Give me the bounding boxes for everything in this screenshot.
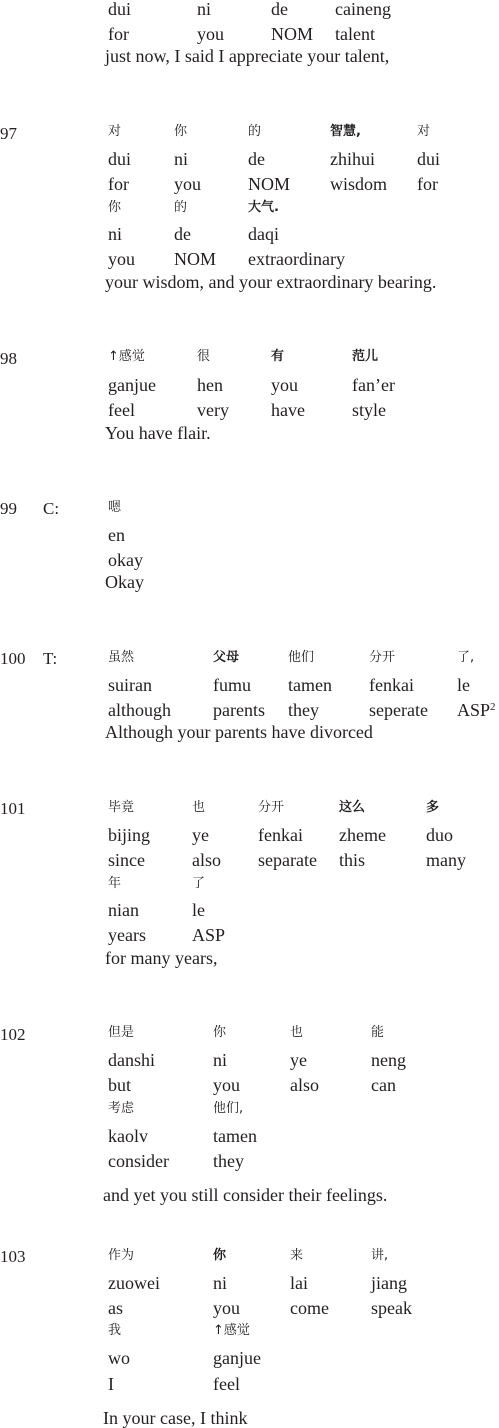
gloss-word [197,400,229,420]
pinyin-word [108,0,131,19]
pinyin-word-text: caineng [335,0,391,19]
gloss-word-text: consider [108,1151,169,1171]
pinyin-word [426,825,453,845]
pinyin-word-text: de [248,149,265,169]
gloss-word-text: they [213,1151,244,1171]
gloss-word [108,1151,169,1171]
chinese-word-text: 毕竟 [108,800,135,815]
gloss-word-text: parents [213,700,265,720]
pinyin-word-text: ni [213,1050,228,1070]
chinese-word [108,500,121,516]
chinese-word [192,800,205,816]
free-translation: Although your parents have divorced [105,722,373,742]
gloss-word-text: although [108,700,171,720]
pinyin-word-text: zhihui [330,149,375,169]
gloss-word [417,174,438,194]
pinyin-word [108,900,139,920]
pinyin-word [330,149,375,169]
gloss-word-text: NOM [271,24,314,44]
free-translation: Okay [105,572,144,592]
pinyin-word-text: danshi [108,1050,155,1070]
gloss-word [248,249,345,269]
chinese-word [371,1248,388,1264]
pinyin-word [108,825,150,845]
gloss-word-text: NOM [174,249,217,269]
pinyin-word [335,0,391,19]
chinese-word-text: 对 [417,124,431,139]
chinese-word-text: 考虑 [108,1101,135,1116]
gloss-word-text: talent [335,24,375,44]
pinyin-word-text: ni [174,149,189,169]
pinyin-word-text: kaolv [108,1126,148,1146]
gloss-word-text: as [108,1298,123,1318]
gloss-word-text: ASP [192,925,226,945]
pinyin-word-text: tamen [213,1126,257,1146]
chinese-word-text: 有 [271,349,285,364]
line-number: 99 [0,499,17,518]
footnote-marker: 2 [490,701,496,713]
free-translation: You have flair. [105,423,211,443]
pinyin-word [108,1348,130,1368]
speaker-label: T: [43,649,58,668]
pinyin-word-text: daqi [248,224,279,244]
gloss-word-text: style [352,400,386,420]
chinese-word [108,1248,134,1264]
pinyin-word-text: zheme [339,825,386,845]
pinyin-word-text: ganjue [213,1348,261,1368]
chinese-word-text: 了 [192,876,206,891]
gloss-word [330,174,387,194]
line-number: 102 [0,1025,26,1044]
gloss-word-text: separate [258,850,317,870]
chinese-word-text: 也 [290,1025,304,1040]
chinese-word [213,1248,226,1264]
pinyin-word [271,0,288,19]
chinese-word [108,124,121,140]
gloss-word-text: you [197,24,224,44]
chinese-word-text: 大气. [248,200,279,215]
chinese-word [213,1101,243,1117]
pinyin-word-text: en [108,525,125,545]
chinese-word-text: 你 [108,200,122,215]
chinese-word-text: 这么 [339,800,366,815]
chinese-word [426,800,439,816]
gloss-word-text: you [174,174,201,194]
pinyin-word-text: dui [108,0,132,19]
gloss-word [290,1298,329,1318]
chinese-word-text: 的 [174,200,188,215]
gloss-word [271,400,305,420]
chinese-word-text: 很 [197,349,211,364]
gloss-word-text: seperate [369,700,428,720]
chinese-word [457,650,474,666]
gloss-word [108,1374,114,1394]
pinyin-word [108,1126,148,1146]
chinese-word-text: 范儿 [352,349,379,364]
pinyin-word [213,1126,257,1146]
pinyin-word [174,224,191,244]
chinese-word-text: 了, [457,650,475,665]
chinese-word-text: 讲, [371,1248,389,1263]
pinyin-word-text: fumu [213,675,251,695]
gloss-word [371,1298,412,1318]
speaker-label: C: [43,499,60,518]
pinyin-word-text: dui [108,149,132,169]
pinyin-word-text: ni [213,1273,228,1293]
chinese-word-text: 的 [248,124,262,139]
pinyin-word [339,825,386,845]
pinyin-word-text: de [271,0,288,19]
gloss-word-text: have [271,400,305,420]
chinese-word [339,800,365,816]
gloss-word [108,1075,131,1095]
pinyin-word [108,149,131,169]
gloss-word-text: also [290,1075,319,1095]
pinyin-word-text: fenkai [258,825,303,845]
pinyin-word [108,224,122,244]
gloss-word-text: NOM [248,174,291,194]
chinese-word [108,876,121,892]
pinyin-word-text: de [174,224,191,244]
pinyin-word-text: hen [197,375,223,395]
gloss-word [108,850,145,870]
chinese-word-text: 年 [108,876,122,891]
gloss-word-text: come [290,1298,329,1318]
pinyin-word-text: ye [290,1050,307,1070]
chinese-word [108,650,134,666]
chinese-word-text: 我 [108,1323,122,1338]
chinese-word-text: 你 [174,124,188,139]
free-translation: your wisdom, and your extraordinary bearing. [105,272,437,292]
pinyin-word-text: le [192,900,205,920]
gloss-word [457,700,496,720]
gloss-word-text: can [371,1075,396,1095]
pinyin-word-text: ganjue [108,375,156,395]
gloss-word [197,24,224,44]
pinyin-word-text: fenkai [369,675,414,695]
chinese-word [108,200,121,216]
pinyin-word-text: dui [417,149,441,169]
chinese-word [248,200,279,216]
chinese-word-text: 作为 [108,1248,135,1263]
chinese-word [371,1025,384,1041]
pinyin-word-text: nian [108,900,139,920]
gloss-word [213,700,265,720]
line-number: 97 [0,124,17,143]
chinese-word-text: 能 [371,1025,385,1040]
gloss-word [369,700,428,720]
pinyin-word [271,375,298,395]
chinese-word-text: 你 [213,1025,227,1040]
chinese-word [197,349,210,365]
pinyin-word [108,525,125,545]
pinyin-word-text: lai [290,1273,308,1293]
chinese-word-text: 他们, [213,1101,244,1116]
gloss-word-text: extraordinary [248,249,345,269]
chinese-word [174,124,187,140]
pinyin-word-text: tamen [288,675,332,695]
gloss-word [108,24,129,44]
gloss-word [213,1298,240,1318]
gloss-word [288,700,319,720]
pinyin-word-text: zuowei [108,1273,160,1293]
gloss-word [213,1374,240,1394]
pinyin-word [258,825,303,845]
pinyin-word [248,149,265,169]
gloss-word-text: I [108,1374,114,1394]
gloss-word [335,24,375,44]
chinese-word [288,650,314,666]
pinyin-word [213,675,251,695]
gloss-word-text: this [339,850,366,870]
gloss-word-text: for [417,174,438,194]
chinese-word-text: 来 [290,1248,304,1263]
pinyin-word-text: ni [108,224,123,244]
gloss-word-text: feel [108,400,135,420]
pinyin-word-text: ni [197,0,212,19]
gloss-word-text: also [192,850,221,870]
pinyin-word-text: wo [108,1348,130,1368]
line-number: 103 [0,1247,26,1266]
gloss-word-text: wisdom [330,174,388,194]
chinese-word-text: 但是 [108,1025,135,1040]
gloss-word [192,925,225,945]
gloss-word-text: for [108,24,129,44]
chinese-word [108,1323,121,1339]
chinese-word-text: ↑感觉 [108,349,145,364]
gloss-word [108,400,135,420]
gloss-word-text: very [197,400,229,420]
pinyin-word [108,1273,160,1293]
pinyin-word [197,375,223,395]
pinyin-word-text: ye [192,825,209,845]
pinyin-word [213,1273,227,1293]
pinyin-word [213,1348,261,1368]
chinese-word [213,650,239,666]
free-translation: just now, I said I appreciate your talent, [105,46,390,66]
pinyin-word [108,675,152,695]
pinyin-word [248,224,279,244]
chinese-word [248,124,261,140]
gloss-word [371,1075,396,1095]
chinese-word-text: 分开 [369,650,396,665]
chinese-word [213,1323,250,1339]
gloss-word [426,850,466,870]
chinese-word-text: 分开 [258,800,285,815]
gloss-word-text: you [213,1298,240,1318]
pinyin-word [371,1050,406,1070]
chinese-word [330,124,361,140]
chinese-word-text: 多 [426,800,440,815]
gloss-word [339,850,365,870]
gloss-word-text: since [108,850,145,870]
chinese-word [108,349,145,365]
chinese-word-text: 你 [213,1248,227,1263]
gloss-word [108,550,143,570]
pinyin-word [369,675,414,695]
pinyin-word [213,1050,227,1070]
pinyin-word-text: fan’er [352,375,395,395]
gloss-word [258,850,317,870]
pinyin-word [352,375,395,395]
gloss-word [108,925,146,945]
pinyin-word-text: bijing [108,825,151,845]
gloss-word-text: speak [371,1298,412,1318]
pinyin-word [288,675,332,695]
chinese-word [174,200,187,216]
gloss-word-text: many [426,850,466,870]
gloss-word-text: for [108,174,129,194]
chinese-word-text: 对 [108,124,122,139]
gloss-word [108,1298,123,1318]
pinyin-word-text: jiang [371,1273,407,1293]
pinyin-word-text: duo [426,825,453,845]
pinyin-word [371,1273,407,1293]
chinese-word-text: 父母 [213,650,240,665]
line-number: 98 [0,349,17,368]
gloss-word-text: ASP [457,700,491,720]
gloss-word [174,249,216,269]
chinese-word-text: 也 [192,800,206,815]
gloss-word [213,1075,240,1095]
pinyin-word [174,149,188,169]
pinyin-word [197,0,211,19]
chinese-word [290,1025,303,1041]
gloss-word-text: they [288,700,319,720]
chinese-word [290,1248,303,1264]
chinese-word-text: 虽然 [108,650,135,665]
free-translation: for many years, [105,948,218,968]
pinyin-word [290,1273,308,1293]
chinese-word [213,1025,226,1041]
free-translation: In your case, I think [103,1408,248,1428]
pinyin-word [457,675,470,695]
chinese-word [369,650,395,666]
chinese-word-text: 他们 [288,650,315,665]
pinyin-word-text: you [271,375,298,395]
gloss-word-text: okay [108,550,143,570]
gloss-word-text: feel [213,1374,240,1394]
line-number: 101 [0,799,26,818]
gloss-word [213,1151,244,1171]
chinese-word [108,1101,134,1117]
gloss-word [248,174,290,194]
chinese-word [352,349,378,365]
pinyin-word [108,375,156,395]
gloss-word [192,850,221,870]
pinyin-word [192,825,209,845]
chinese-word [271,349,284,365]
gloss-word [271,24,313,44]
chinese-word [258,800,284,816]
chinese-word [108,1025,134,1041]
gloss-word [108,700,171,720]
pinyin-word-text: neng [371,1050,406,1070]
pinyin-word [108,1050,155,1070]
line-number: 100 [0,649,26,668]
pinyin-word-text: le [457,675,470,695]
gloss-word-text: you [213,1075,240,1095]
chinese-word-text: 嗯 [108,500,122,515]
gloss-word [174,174,201,194]
chinese-word-text: ↑感觉 [213,1323,250,1338]
gloss-word-text: you [108,249,135,269]
gloss-word [108,249,135,269]
gloss-word [352,400,386,420]
gloss-word-text: years [108,925,146,945]
pinyin-word [290,1050,307,1070]
chinese-word-text: 智慧, [330,124,361,139]
gloss-word-text: but [108,1075,132,1095]
chinese-word [192,876,205,892]
pinyin-word-text: suiran [108,675,152,695]
chinese-word [108,800,134,816]
chinese-word [417,124,430,140]
gloss-word [108,174,129,194]
pinyin-word [417,149,440,169]
free-translation: and yet you still consider their feelings. [103,1185,388,1205]
gloss-word [290,1075,319,1095]
pinyin-word [192,900,205,920]
